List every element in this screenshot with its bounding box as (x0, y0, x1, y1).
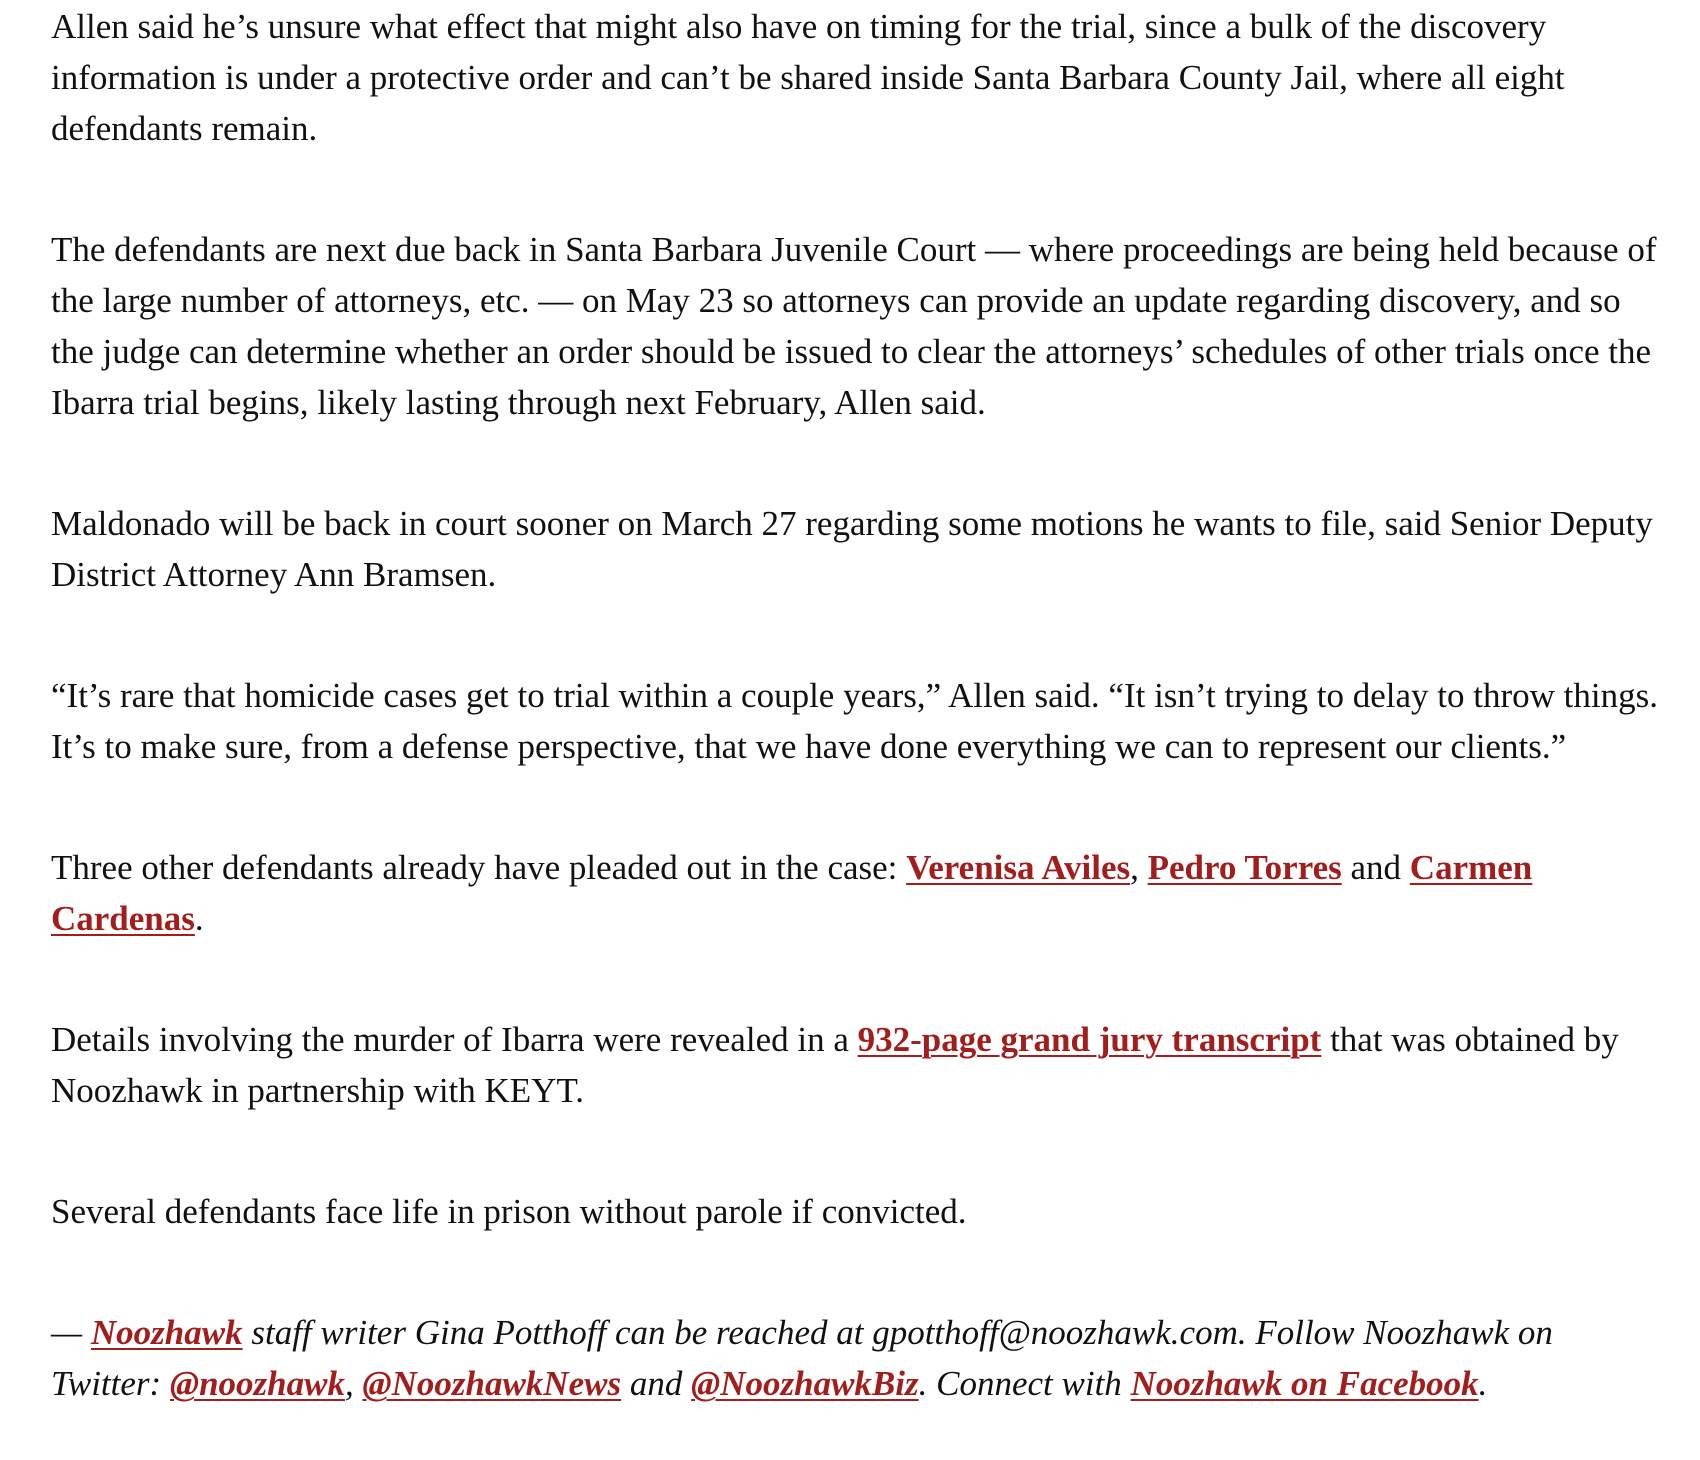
paragraph-juvenile-court: The defendants are next due back in Santa Barbara Juvenile Court — where proceedings are being held because of the large number of attorneys, etc. — on May 23 so attorneys can provide an update regarding discovery, and so the judge can determine whether an order should be issued to clear the attorneys’ schedules of other trials once the Ibarra trial begins, likely lasting through next February, Allen said. (51, 230, 1657, 422)
separator: and (1341, 848, 1410, 887)
byline-text-contact: staff writer Gina Potthoff can be reached at gpotthoff@noozhawk.com. Follow Noozhawk on Twitter: (51, 1313, 1553, 1403)
byline-dash: — (51, 1313, 91, 1352)
period: . (194, 899, 204, 938)
link-noozhawk-facebook[interactable]: Noozhawk on Facebook (1130, 1364, 1479, 1403)
link-pedro-torres[interactable]: Pedro Torres (1147, 848, 1342, 887)
paragraph-pleaded-out (51, 842, 1661, 944)
paragraph-maldonado: Maldonado will be back in court sooner on March 27 regarding some motions he wants to file, said Senior Deputy District Attorney Ann Bramsen. (51, 504, 1653, 594)
separator: , (1130, 848, 1148, 887)
period: . (1478, 1364, 1488, 1403)
grand-jury-lead: Details involving the murder of Ibarra were revealed in a (51, 1020, 858, 1059)
paragraph-allen-quote: “It’s rare that homicide cases get to trial within a couple years,” Allen said. “It isn’t trying to delay to throw things. It’s to make sure, from a defense perspective, that we have done everything we can to represent our clients.” (51, 676, 1658, 766)
link-twitter-noozhawknews[interactable]: @NoozhawkNews (362, 1364, 622, 1403)
link-grand-jury-transcript[interactable]: 932-page grand jury transcript (857, 1020, 1322, 1059)
link-verenisa-aviles[interactable]: Verenisa Aviles (906, 848, 1131, 887)
pleaded-out-lead: Three other defendants already have pleaded out in the case: (51, 848, 907, 887)
paragraph-grand-jury (51, 1014, 1661, 1116)
link-noozhawk[interactable]: Noozhawk (90, 1313, 243, 1352)
article-body (51, 0, 1661, 1409)
paragraph-life-in-prison: Several defendants face life in prison without parole if convicted. (51, 1192, 967, 1231)
byline-text-connect: . Connect with (918, 1364, 1131, 1403)
paragraph-discovery-timing: Allen said he’s unsure what effect that might also have on timing for the trial, since a bulk of the discovery information is under a protective order and can’t be shared inside Santa Barbara County Jail, where all eight defendants remain. (51, 7, 1565, 148)
link-carmen-cardenas[interactable]: Carmen Cardenas (51, 848, 1533, 938)
link-twitter-noozhawkbiz[interactable]: @NoozhawkBiz (691, 1364, 919, 1403)
grand-jury-tail: that was obtained by Noozhawk in partnership with KEYT. (51, 1020, 1619, 1110)
separator: , (344, 1364, 363, 1403)
byline (51, 1307, 1661, 1409)
separator: and (621, 1364, 692, 1403)
link-twitter-noozhawk[interactable]: @noozhawk (169, 1364, 345, 1403)
